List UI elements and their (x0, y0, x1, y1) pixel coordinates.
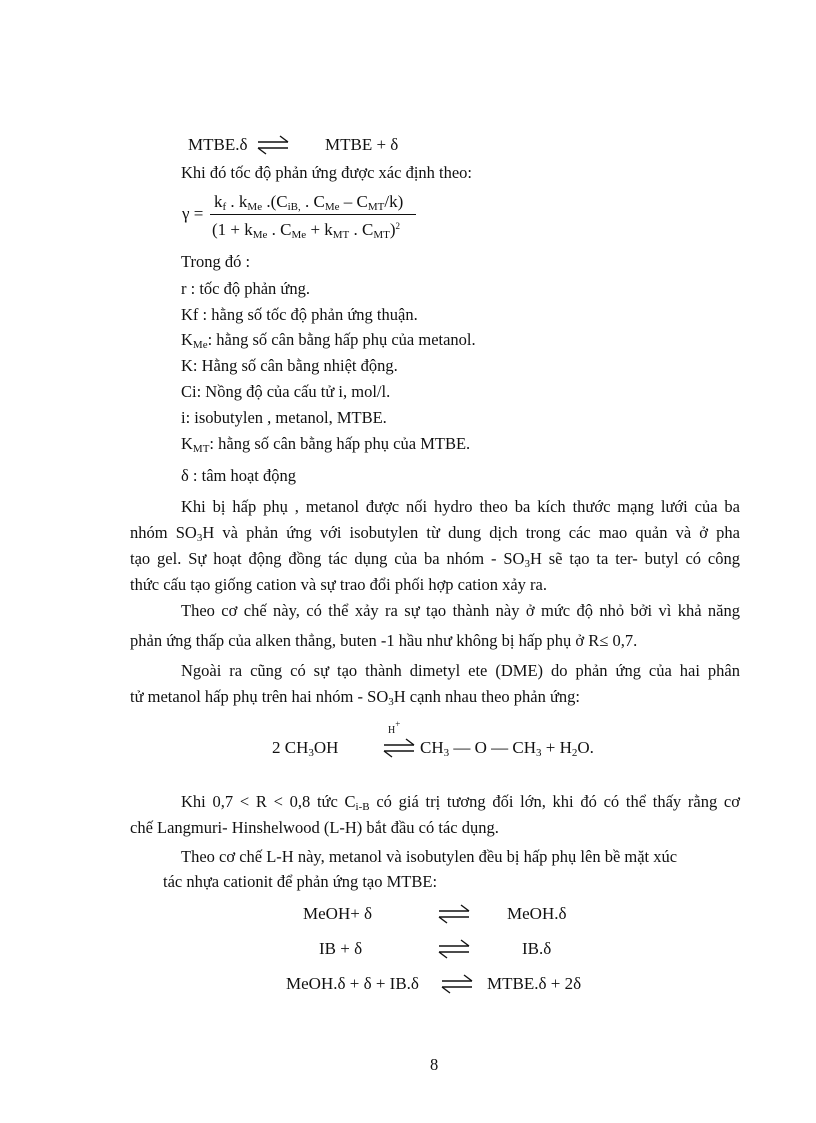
eq-dme-catalyst: H+ (388, 719, 401, 736)
p1-line1: Khi bị hấp phụ , metanol được nối hydro theo ba kích thước mạng lưới của ba (181, 497, 740, 516)
def-delta: δ : tâm hoạt động (181, 466, 297, 485)
p1-line4: thức cấu tạo giống cation và sự trao đổi phối hợp cation xảy ra. (130, 575, 547, 594)
equilibrium-arrow-icon (382, 738, 416, 758)
where-label: Trong đó : (181, 252, 251, 271)
eq2-right: MeOH.δ (507, 904, 567, 923)
p4-line2: chế Langmuri- Hinshelwood (L-H) bắt đầu có tác dụng. (130, 818, 499, 837)
eq1-left: MTBE.δ (188, 135, 248, 154)
def-i: i: isobutylen , metanol, MTBE. (181, 408, 387, 427)
eq-dme-right: $CH_3$ — O — $CH_3 + H_2O$. (420, 738, 594, 759)
equilibrium-arrow-icon (440, 974, 474, 994)
p1-line2: nhóm $SO_3H$ và phản ứng với isobutylen từ dung dịch trong các mao quản và ở pha (130, 523, 740, 544)
p5-line1: Theo cơ chế L-H này, metanol và isobutylen đều bị hấp phụ lên bề mặt xúc (181, 847, 678, 866)
def-r: r : tốc độ phản ứng. (181, 279, 311, 298)
p5-line2: tác nhựa cationit để phản ứng tạo MTBE: (163, 872, 438, 891)
def-kmt: $K_{MT}$: hằng số cân bằng hấp phụ của MTBE. (181, 434, 471, 455)
eq4-right: MTBE.δ + 2δ (487, 974, 582, 993)
p1-line3: tạo gel. Sự hoạt động đồng tác dụng của ba nhóm - $SO_3H$ sẽ tạo ta ter- butyl có công (130, 549, 740, 570)
p2-line2: phản ứng thấp của alken thẳng, buten -1 hầu như không bị hấp phụ ở R≤ 0,7. (130, 631, 638, 650)
rate-intro: Khi đó tốc độ phản ứng được xác định theo: (181, 163, 473, 182)
p3-line1: Ngoài ra cũng có sự tạo thành dimetyl ete (DME) do phản ứng của hai phân (181, 661, 740, 680)
equilibrium-arrow-icon (437, 939, 471, 959)
def-k: K: Hằng số cân bằng nhiệt động. (181, 356, 398, 375)
fraction-bar (210, 214, 416, 215)
def-kme: $K_{Me}$: hằng số cân bằng hấp phụ của metanol. (181, 330, 476, 351)
formula-denominator: ($1 + k_{Me}$ . $C_{Me} + k_{MT}$ . $C_{MT})^2$ (212, 220, 401, 241)
eq3-left: IB + δ (319, 939, 363, 958)
def-kf: Kf : hằng số tốc độ phản ứng thuận. (181, 305, 418, 324)
def-ci: Ci: Nồng độ của cấu tử i, mol/l. (181, 382, 391, 401)
page-number: 8 (430, 1055, 439, 1074)
eq-dme-left: 2 $CH_3OH$ (272, 738, 339, 759)
p4-line1: Khi 0,7 < R < 0,8 tức $C_{i-B}$ có giá trị tương đối lớn, khi đó có thể thấy rằng cơ (181, 792, 740, 813)
formula-numerator: $k_f$ . $k_{Me}$ $.(C_{iB,}$ . $C_{Me} - C_{MT}/k$) (214, 192, 404, 213)
eq1-right: MTBE + δ (325, 135, 399, 154)
eq4-left: MeOH.δ + δ + IB.δ (286, 974, 419, 993)
p2-line1: Theo cơ chế này, có thể xảy ra sự tạo thành này ở mức độ nhỏ bởi vì khả năng (181, 601, 740, 620)
eq3-right: IB.δ (522, 939, 552, 958)
equilibrium-arrow-icon (437, 904, 471, 924)
p3-line2: tử metanol hấp phụ trên hai nhóm - $SO_3H$ cạnh nhau theo phản ứng: (130, 687, 581, 708)
formula-gamma: γ = (182, 204, 204, 223)
eq2-left: MeOH+ δ (303, 904, 373, 923)
equilibrium-arrow-icon (256, 135, 290, 155)
